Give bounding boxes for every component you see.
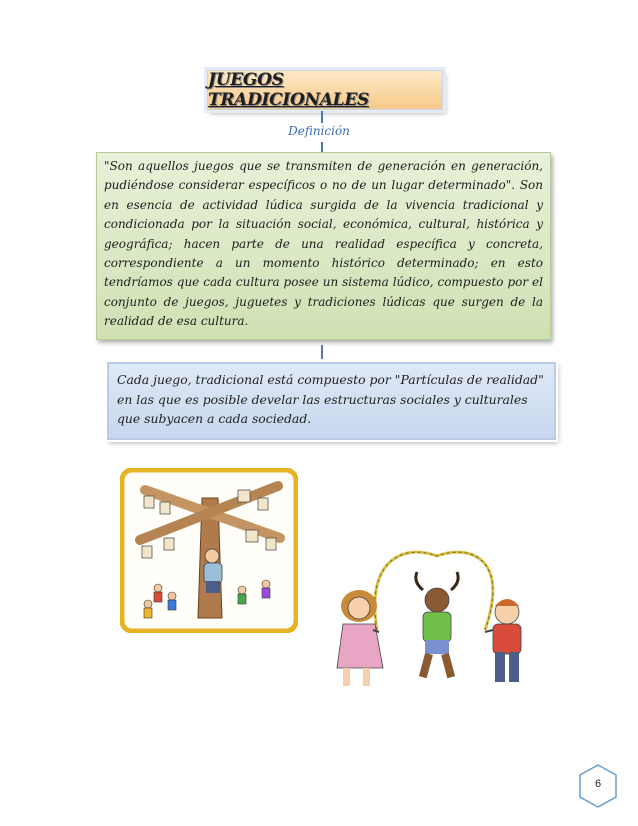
page-title: JUEGOS TRADICIONALES	[208, 70, 369, 110]
connector-line-mid	[321, 142, 323, 152]
connector-line-top	[321, 111, 323, 123]
jump-rope-illustration	[325, 548, 550, 693]
definition-label: Definición	[288, 124, 350, 138]
page-number: 6	[594, 778, 602, 790]
info-box	[107, 362, 556, 440]
definition-text: "Son aquellos juegos que se transmiten de generación en generación, pudiéndose considerar específicos o no de un lugar determinado". Son en esencia de actividad lúdica surgida de la vivencia tradicional y condicionada por la situación social, económica, cultural, histórica y geográfica; hacen parte de una realidad específica y concreta, correspondiente a un momento histórico determinado; en esto tendríamos que cada cultura posee un sistema lúdico, compuesto por el conjunto de juegos, juguetes y tradiciones lúdicas que surgen de la realidad de esa cultura.	[104, 159, 543, 329]
connector-line-bottom	[321, 345, 323, 359]
greasy-pole-illustration	[120, 468, 298, 633]
definition-box	[96, 152, 551, 340]
info-text: Cada juego, tradicional está compuesto por "Partículas de realidad" en las que es posible develar las estructuras sociales y culturales que subyacen a cada sociedad.	[117, 372, 544, 426]
page-number-container	[578, 763, 618, 809]
title-box	[207, 70, 443, 110]
